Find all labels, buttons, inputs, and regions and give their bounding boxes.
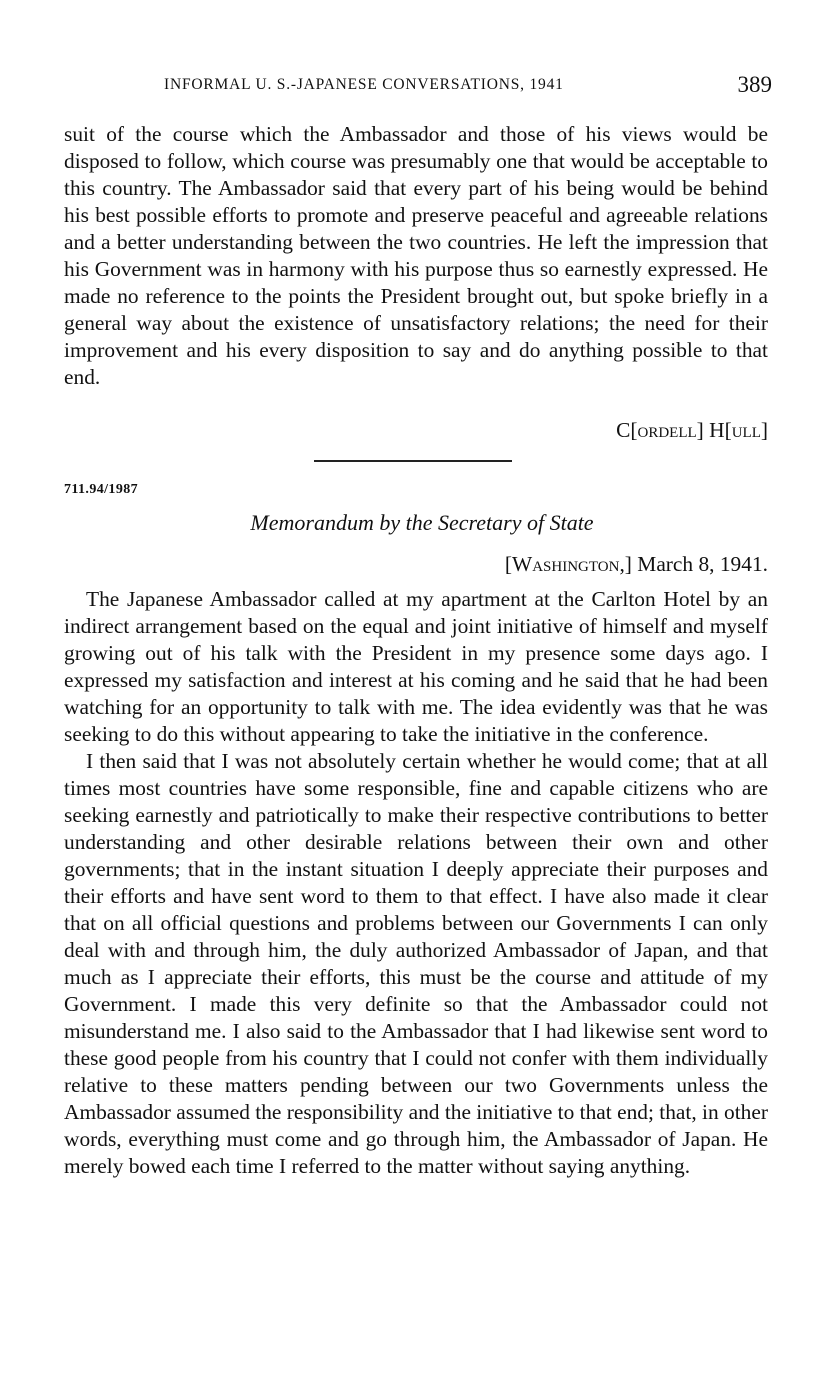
signature-suffix: ] — [760, 418, 768, 442]
dateline-close: ,] — [619, 552, 632, 576]
signature-prefix: C[ — [616, 418, 638, 442]
continuation-text — [64, 121, 768, 391]
memo-paragraph: The Japanese Ambassador called at my apartment at the Carlton Hotel by an indirect arrangement based on the equal and joint initiative of himself and myself growing out of his talk with the President in my presence some days ago. I expressed my satisfaction and interest at his coming and he said that he had been watching for an opportunity to talk with me. The idea evidently was that he was seeking to do this without appearing to take the initiative in the conference. — [64, 587, 768, 746]
dateline-open: [ — [504, 552, 513, 576]
signature-mid: ] H[ — [696, 418, 732, 442]
continuation-paragraph: suit of the course which the Ambassador and those of his views would be disposed to follow, which course was presumably one that would be acceptable to this country. The Ambassador said that every part of his being would be behind his best possible efforts to promote and preserve peaceful and agreeable relations and a better understanding between the two countries. He left the impression that his Government was in harmony with his purpose thus so earnestly expressed. He made no reference to the points the President brought out, but spoke briefly in a general way about the existence of unsatisfactory relations; the need for their improvement and his every disposition to say and do anything possible to that end. — [64, 122, 768, 389]
memo-body — [64, 586, 768, 1180]
file-number: 711.94/1987 — [64, 482, 139, 497]
signature-last: ull — [731, 418, 761, 442]
memo-paragraph: I then said that I was not absolutely certain whether he would come; that at all times most countries have some responsible, fine and capable citizens who are seeking earnestly and patriotically to make their respective contributions to better understanding and other desirable relations between their own and other governments; that in the instant situation I deeply appreciate their purposes and their efforts and have sent word to them to that effect. I have also made it clear that on all official questions and problems between our Governments I can only deal with and through him, the duly authorized Ambassador of Japan, and that much as I appreciate their efforts, this must be the course and attitude of my Government. I made this very definite so that the Ambassador could not misunderstand me. I also said to the Ambassador that I had likewise sent word to these good people from his country that I could not confer with them individually relative to these matters pending between our two Governments unless the Ambassador assumed the responsibility and the initiative to that end; that, in other words, everything must come and go through him, the Ambassador of Japan. He merely bowed each time I referred to the matter without saying anything. — [64, 749, 768, 1178]
signature — [616, 418, 768, 443]
section-divider — [314, 460, 512, 462]
dateline-place: Washington — [512, 552, 620, 576]
running-header: INFORMAL U. S.-JAPANESE CONVERSATIONS, 1941 — [164, 76, 564, 93]
dateline — [505, 552, 768, 577]
signature-first: ordell — [637, 418, 697, 442]
memo-title: Memorandum by the Secretary of State — [250, 510, 594, 535]
dateline-date: March 8, 1941. — [637, 552, 768, 576]
page-number: 389 — [737, 72, 772, 97]
